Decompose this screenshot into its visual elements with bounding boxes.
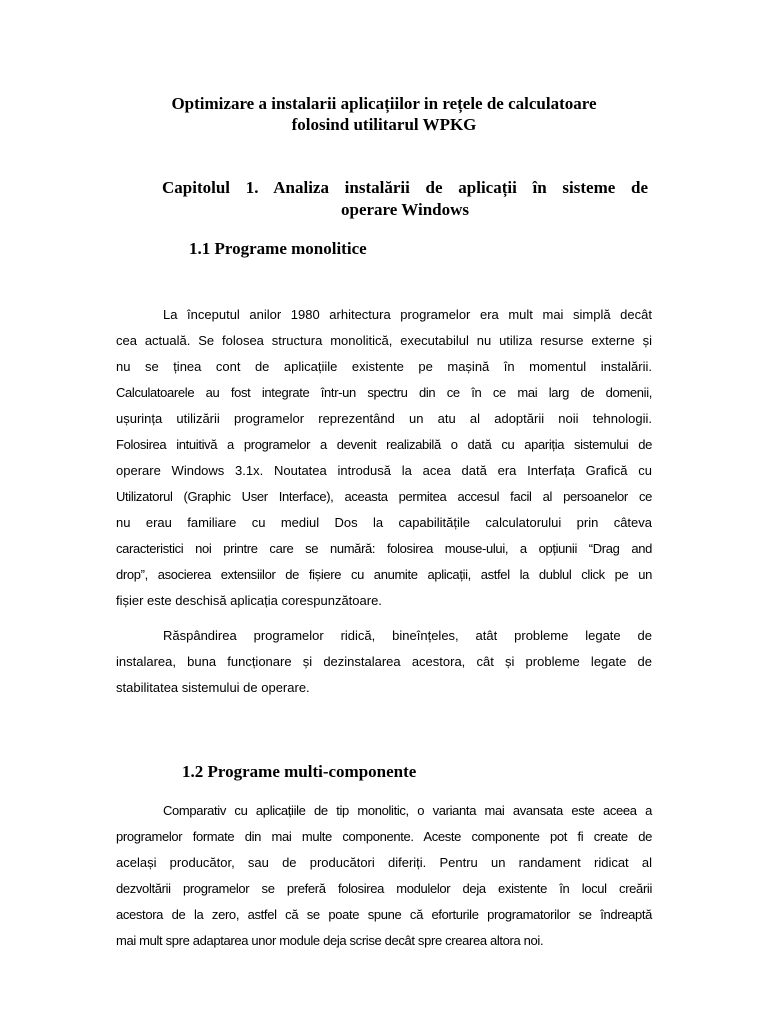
paragraph-line: caracteristici noi printre care se numără: folosirea mouse-ului, a opțiunii “Drag and [116,541,652,556]
chapter-heading-line-1: Capitolul 1. Analiza instalării de aplicații în sisteme de [162,178,648,197]
paragraph-line: Utilizatorul (Graphic User Interface), aceasta permitea accesul facil al persoanelor ce [116,489,652,504]
paragraph-line: stabilitatea sistemului de operare. [116,680,310,695]
section-heading-1-2: 1.2 Programe multi-componente [182,762,417,781]
paragraph-line: același producător, sau de producători diferiți. Pentru un randament ridicat al [116,855,652,870]
paragraph-multi-component-programs [116,798,652,954]
title-line-1: Optimizare a instalarii aplicațiilor in rețele de calculatoare [171,94,597,113]
paragraph-line: Calculatoarele au fost integrate într-un spectru din ce în ce mai larg de domenii, [116,385,652,400]
document-title [120,93,648,135]
paragraph-line: acestora de la zero, astfel că se poate spune că eforturile programatorilor se îndreaptă [116,907,652,922]
paragraph-line: drop”, asocierea extensiilor de fișiere cu anumite aplicații, astfel la dublul click pe un [116,567,652,582]
paragraph-monolithic-programs [116,302,652,614]
paragraph-line: ușurința utilizării programelor reprezentând un atu al adoptării noii tehnologii. [116,411,652,426]
paragraph-program-spread [116,623,652,701]
paragraph-line: fișier este deschisă aplicația corespunzătoare. [116,593,382,608]
paragraph-line: cea actuală. Se folosea structura monolitică, executabilul nu utiliza resurse externe și [116,333,652,348]
chapter-heading-line-2: operare Windows [341,200,469,219]
paragraph-line: mai mult spre adaptarea unor module deja scrise decât spre crearea altora noi. [116,933,544,948]
paragraph-line: operare Windows 3.1x. Noutatea introdusă la acea dată era Interfața Grafică cu [116,463,652,478]
paragraph-line: programelor formate din mai multe componente. Aceste componente pot fi create de [116,829,652,844]
paragraph-line: Răspândirea programelor ridică, bineînțeles, atât probleme legate de [163,628,652,643]
paragraph-line: Comparativ cu aplicațiile de tip monolitic, o varianta mai avansata este aceea a [163,803,652,818]
paragraph-line: nu erau familiare cu mediul Dos la capabilitățile calculatorului prin câteva [116,515,652,530]
section-heading-1-1: 1.1 Programe monolitice [189,239,367,258]
paragraph-line: instalarea, buna funcționare și dezinstalarea acestora, cât și probleme legate de [116,654,652,669]
paragraph-line: dezvoltării programelor se preferă folosirea modulelor deja existente în locul creării [116,881,652,896]
paragraph-line: Folosirea intuitivă a programelor a devenit realizabilă o dată cu apariția sistemului de [116,437,652,452]
title-line-2: folosind utilitarul WPKG [291,115,477,134]
paragraph-line: La începutul anilor 1980 arhitectura programelor era mult mai simplă decât [163,307,652,322]
chapter-heading [162,177,648,221]
paragraph-line: nu se ținea cont de aplicațiile existente pe mașină în momentul instalării. [116,359,652,374]
